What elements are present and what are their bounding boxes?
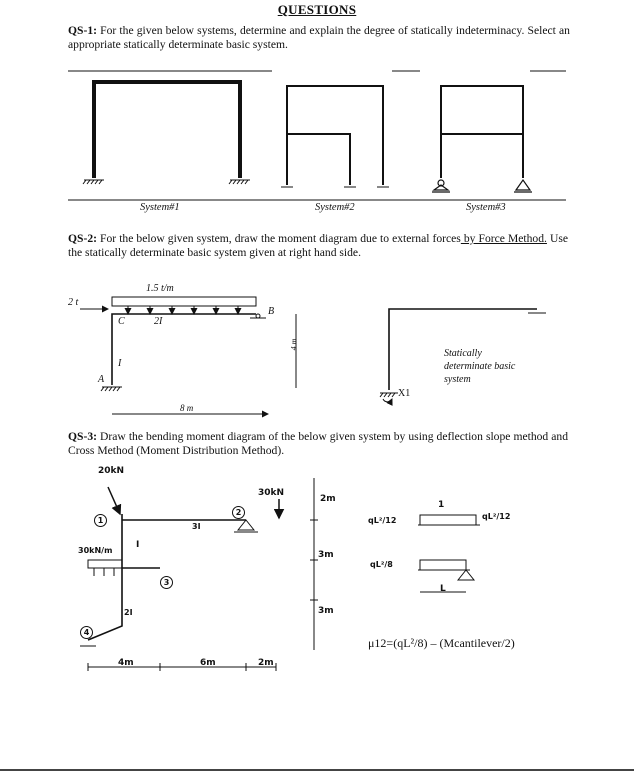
- qs3-dim-2m: 2m: [320, 494, 336, 504]
- qs3-dist-load-label: 30kN/m: [78, 546, 113, 555]
- qs3-formula: μ12=(qL²/8) – (Mcantilever/2): [368, 636, 515, 650]
- qs2-distributed-load: [112, 297, 256, 314]
- qs3-fem-length: L: [440, 584, 446, 594]
- qs3-dim-3m-a: 3m: [318, 550, 334, 560]
- qs2-redundant-label: X1: [398, 388, 411, 399]
- qs2-beam-inertia: 2I: [154, 316, 163, 327]
- qs1-text: For the given below systems, determine and explain the degree of statically indeterminacy. Select an appropriate statically determinate basic system.: [68, 24, 570, 51]
- page-title: QUESTIONS: [277, 2, 357, 17]
- system1-frame: [94, 82, 240, 178]
- qs3-dim-horizontal: [88, 663, 276, 671]
- qs3-node-3: 3: [160, 576, 173, 589]
- qs3-dim-vertical: [310, 478, 318, 650]
- qs3-question: [68, 430, 568, 458]
- qs2-basic-text-2: determinate basic: [444, 361, 516, 372]
- qs3-node-2: 2: [232, 506, 245, 519]
- qs2-load-label: 1.5 t/m: [146, 283, 174, 294]
- page-bottom-rule: [0, 769, 634, 771]
- qs3-col-inertia-top: I: [136, 540, 140, 550]
- system2-frame: [287, 86, 383, 185]
- qs3-beam-inertia: 3I: [192, 522, 201, 531]
- qs2-text-b: Use the statically determinate basic system given at right hand side.: [68, 232, 569, 259]
- qs3-force-top-label: 20kN: [98, 466, 125, 476]
- qs2-basic-text-1: Statically: [444, 348, 482, 359]
- system1-supports: [83, 180, 250, 184]
- qs3-dim-3m-b: 3m: [318, 606, 334, 616]
- qs2-label: QS-2:: [68, 232, 97, 245]
- qs3-force-top: [108, 487, 120, 514]
- system1-label: System#1: [140, 202, 180, 213]
- qs2-question: [68, 232, 568, 260]
- qs2-force-label: 2 t: [68, 297, 79, 308]
- qs2-text-link: by Force Method.: [460, 232, 547, 245]
- qs2-node-c: C: [118, 316, 125, 327]
- qs2-span-label: 8 m: [180, 403, 194, 413]
- system2-label: System#2: [315, 202, 355, 213]
- qs3-col-inertia-bot: 2I: [124, 608, 133, 617]
- qs3-fem-a: qL²/12: [368, 516, 397, 525]
- qs2-basic-text-3: system: [444, 374, 471, 385]
- qs3-text: Draw the bending moment diagram of the below given system by using deflection slope method and Cross Method (Moment Distribution Method).: [68, 430, 568, 457]
- system3-hinges: [432, 180, 532, 192]
- qs2-basic-text: [444, 347, 515, 386]
- qs3-fem-b: qL²/12: [482, 512, 511, 521]
- qs2-height-label: 4 m: [289, 338, 299, 351]
- qs3-node-1: 1: [94, 514, 107, 527]
- qs3-label: QS-3:: [68, 430, 97, 443]
- qs3-dim-4m: 4m: [118, 658, 134, 668]
- qs3-support-2: [234, 520, 258, 532]
- qs3-fem-diagram-2: [418, 560, 474, 592]
- qs3-dim-2m-b: 2m: [258, 658, 274, 668]
- qs2-col-inertia: I: [118, 358, 122, 369]
- qs2-frame: [112, 314, 256, 385]
- qs3-fem-diagram-1: [418, 515, 480, 525]
- qs2-node-a: A: [98, 374, 105, 385]
- qs2-node-b: B: [268, 306, 275, 317]
- qs3-fem-c: qL²/8: [370, 560, 393, 569]
- qs3-dim-6m: 6m: [200, 658, 216, 668]
- qs1-label: QS-1:: [68, 24, 97, 37]
- qs2-text-a: For the below given system, draw the moment diagram due to external forces: [100, 232, 461, 245]
- system3-frame: [441, 86, 523, 178]
- qs3-node-4: 4: [80, 626, 93, 639]
- system3-label: System#3: [466, 202, 506, 213]
- qs3-dist-load: [88, 560, 122, 576]
- qs3-fem-one: 1: [438, 500, 445, 510]
- qs3-force-mid-label: 30kN: [258, 488, 285, 498]
- qs2-support-a: [101, 387, 122, 391]
